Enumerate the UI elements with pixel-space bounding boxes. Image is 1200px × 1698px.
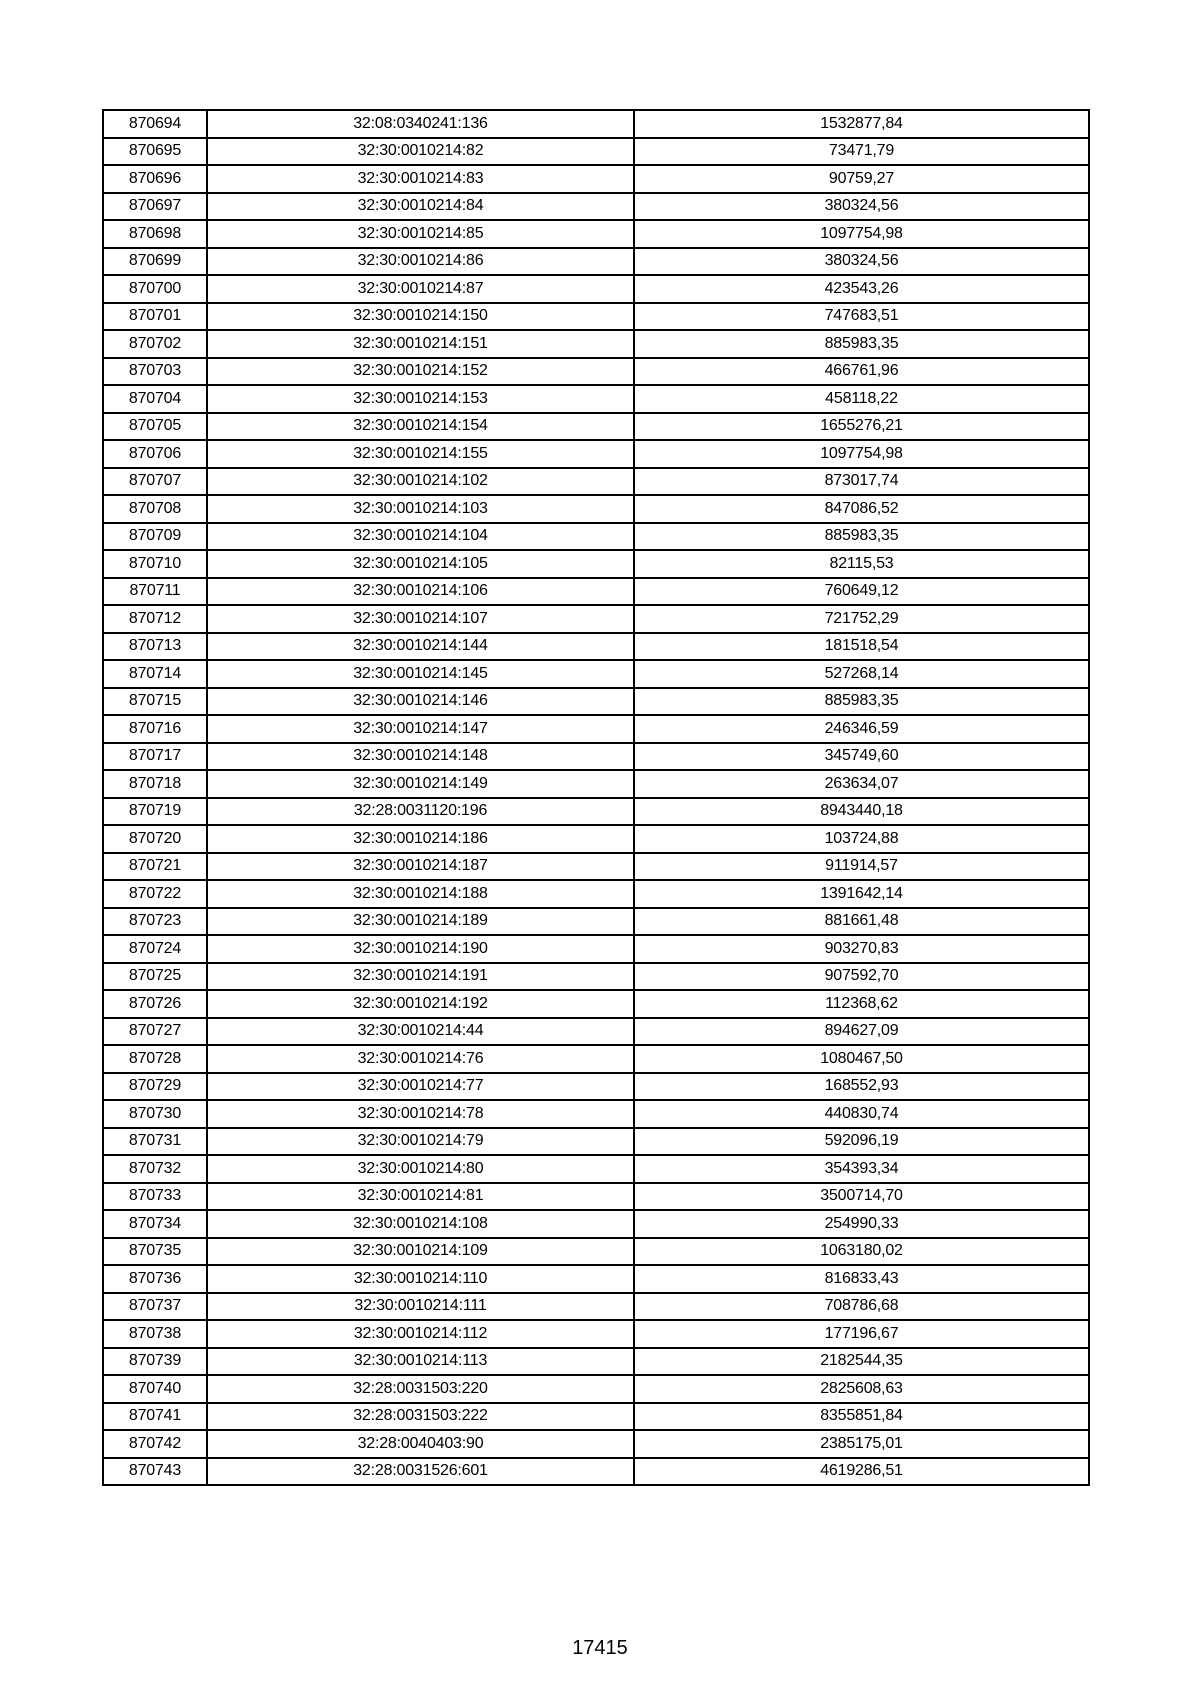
value-cell: 73471,79 [634,138,1089,166]
row-number-cell: 870715 [103,688,207,716]
row-number-cell: 870704 [103,385,207,413]
row-number-cell: 870705 [103,413,207,441]
cadastral-number-cell: 32:30:0010214:155 [207,440,634,468]
cadastral-number-cell: 32:30:0010214:87 [207,275,634,303]
value-cell: 816833,43 [634,1265,1089,1293]
page-number: 17415 [572,1637,628,1659]
table-row [103,1018,1089,1046]
table-row [103,495,1089,523]
table-row [103,963,1089,991]
value-cell: 907592,70 [634,963,1089,991]
row-number-cell: 870697 [103,193,207,221]
table-row [103,1293,1089,1321]
value-cell: 894627,09 [634,1018,1089,1046]
table-row [103,1320,1089,1348]
value-cell: 8943440,18 [634,798,1089,826]
value-cell: 847086,52 [634,495,1089,523]
cadastral-number-cell: 32:30:0010214:144 [207,633,634,661]
cadastral-number-cell: 32:30:0010214:79 [207,1128,634,1156]
table-row [103,1183,1089,1211]
table-row [103,1045,1089,1073]
cadastral-number-cell: 32:30:0010214:76 [207,1045,634,1073]
cadastral-number-cell: 32:30:0010214:191 [207,963,634,991]
cadastral-number-cell: 32:30:0010214:44 [207,1018,634,1046]
value-cell: 263634,07 [634,770,1089,798]
table-row [103,193,1089,221]
value-cell: 747683,51 [634,303,1089,331]
cadastral-number-cell: 32:30:0010214:188 [207,880,634,908]
table-row [103,935,1089,963]
cadastral-number-cell: 32:30:0010214:151 [207,330,634,358]
cadastral-number-cell: 32:30:0010214:113 [207,1348,634,1376]
table-row [103,1265,1089,1293]
cadastral-number-cell: 32:30:0010214:102 [207,468,634,496]
row-number-cell: 870734 [103,1210,207,1238]
cadastral-number-cell: 32:28:0040403:90 [207,1430,634,1458]
row-number-cell: 870700 [103,275,207,303]
value-cell: 177196,67 [634,1320,1089,1348]
row-number-cell: 870728 [103,1045,207,1073]
row-number-cell: 870741 [103,1403,207,1431]
table-row [103,550,1089,578]
row-number-cell: 870711 [103,578,207,606]
cadastral-number-cell: 32:30:0010214:78 [207,1100,634,1128]
row-number-cell: 870713 [103,633,207,661]
cadastral-number-cell: 32:30:0010214:107 [207,605,634,633]
table-row [103,1403,1089,1431]
row-number-cell: 870708 [103,495,207,523]
table-row [103,908,1089,936]
value-cell: 8355851,84 [634,1403,1089,1431]
value-cell: 527268,14 [634,660,1089,688]
cadastral-number-cell: 32:30:0010214:152 [207,358,634,386]
row-number-cell: 870695 [103,138,207,166]
value-cell: 760649,12 [634,578,1089,606]
row-number-cell: 870698 [103,220,207,248]
row-number-cell: 870694 [103,110,207,138]
table-row [103,605,1089,633]
table-row [103,798,1089,826]
row-number-cell: 870730 [103,1100,207,1128]
table-row [103,880,1089,908]
row-number-cell: 870732 [103,1155,207,1183]
value-cell: 440830,74 [634,1100,1089,1128]
table-row [103,633,1089,661]
row-number-cell: 870714 [103,660,207,688]
row-number-cell: 870724 [103,935,207,963]
cadastral-number-cell: 32:30:0010214:154 [207,413,634,441]
row-number-cell: 870702 [103,330,207,358]
row-number-cell: 870720 [103,825,207,853]
cadastral-number-cell: 32:30:0010214:106 [207,578,634,606]
value-cell: 911914,57 [634,853,1089,881]
table-row [103,1155,1089,1183]
value-cell: 380324,56 [634,248,1089,276]
row-number-cell: 870729 [103,1073,207,1101]
value-cell: 423543,26 [634,275,1089,303]
cadastral-number-cell: 32:30:0010214:190 [207,935,634,963]
value-cell: 1391642,14 [634,880,1089,908]
row-number-cell: 870731 [103,1128,207,1156]
cadastral-number-cell: 32:30:0010214:148 [207,743,634,771]
table-row [103,1375,1089,1403]
cadastral-number-cell: 32:28:0031503:220 [207,1375,634,1403]
cadastral-number-cell: 32:30:0010214:108 [207,1210,634,1238]
value-cell: 1080467,50 [634,1045,1089,1073]
row-number-cell: 870717 [103,743,207,771]
table-row [103,660,1089,688]
cadastral-number-cell: 32:28:0031526:601 [207,1458,634,1486]
table-body [103,110,1089,1485]
cadastral-number-cell: 32:30:0010214:150 [207,303,634,331]
value-cell: 885983,35 [634,688,1089,716]
table-row [103,330,1089,358]
row-number-cell: 870742 [103,1430,207,1458]
value-cell: 4619286,51 [634,1458,1089,1486]
row-number-cell: 870703 [103,358,207,386]
row-number-cell: 870737 [103,1293,207,1321]
cadastral-number-cell: 32:30:0010214:80 [207,1155,634,1183]
table-row [103,468,1089,496]
value-cell: 1655276,21 [634,413,1089,441]
row-number-cell: 870721 [103,853,207,881]
value-cell: 1097754,98 [634,220,1089,248]
cadastral-number-cell: 32:30:0010214:187 [207,853,634,881]
value-cell: 2385175,01 [634,1430,1089,1458]
cadastral-number-cell: 32:30:0010214:149 [207,770,634,798]
value-cell: 112368,62 [634,990,1089,1018]
cadastral-number-cell: 32:30:0010214:77 [207,1073,634,1101]
value-cell: 881661,48 [634,908,1089,936]
table-row [103,385,1089,413]
cadastral-number-cell: 32:30:0010214:147 [207,715,634,743]
cadastral-number-cell: 32:30:0010214:111 [207,1293,634,1321]
table-row [103,1210,1089,1238]
table-row [103,990,1089,1018]
table-row [103,1458,1089,1486]
table-row [103,1128,1089,1156]
row-number-cell: 870743 [103,1458,207,1486]
row-number-cell: 870710 [103,550,207,578]
cadastral-number-cell: 32:30:0010214:81 [207,1183,634,1211]
row-number-cell: 870740 [103,1375,207,1403]
value-cell: 873017,74 [634,468,1089,496]
row-number-cell: 870707 [103,468,207,496]
row-number-cell: 870712 [103,605,207,633]
cadastral-number-cell: 32:30:0010214:110 [207,1265,634,1293]
row-number-cell: 870733 [103,1183,207,1211]
value-cell: 254990,33 [634,1210,1089,1238]
row-number-cell: 870726 [103,990,207,1018]
value-cell: 592096,19 [634,1128,1089,1156]
value-cell: 903270,83 [634,935,1089,963]
cadastral-number-cell: 32:30:0010214:103 [207,495,634,523]
value-cell: 345749,60 [634,743,1089,771]
table-row [103,358,1089,386]
table-row [103,165,1089,193]
row-number-cell: 870739 [103,1348,207,1376]
cadastral-number-cell: 32:28:0031120:196 [207,798,634,826]
table-row [103,110,1089,138]
table-row [103,1073,1089,1101]
value-cell: 1063180,02 [634,1238,1089,1266]
table-row [103,523,1089,551]
cadastral-number-cell: 32:30:0010214:112 [207,1320,634,1348]
value-cell: 82115,53 [634,550,1089,578]
table-row [103,248,1089,276]
cadastral-number-cell: 32:30:0010214:192 [207,990,634,1018]
row-number-cell: 870699 [103,248,207,276]
cadastral-number-cell: 32:30:0010214:109 [207,1238,634,1266]
table-row [103,303,1089,331]
value-cell: 885983,35 [634,330,1089,358]
table-row [103,275,1089,303]
cadastral-number-cell: 32:30:0010214:146 [207,688,634,716]
table-row [103,688,1089,716]
cadastral-number-cell: 32:30:0010214:83 [207,165,634,193]
value-cell: 721752,29 [634,605,1089,633]
row-number-cell: 870727 [103,1018,207,1046]
table-row [103,440,1089,468]
row-number-cell: 870696 [103,165,207,193]
value-cell: 168552,93 [634,1073,1089,1101]
table-row [103,715,1089,743]
table-row [103,825,1089,853]
value-cell: 380324,56 [634,193,1089,221]
table-row [103,853,1089,881]
cadastral-number-cell: 32:30:0010214:153 [207,385,634,413]
row-number-cell: 870723 [103,908,207,936]
value-cell: 466761,96 [634,358,1089,386]
table-row [103,1100,1089,1128]
table-row [103,1348,1089,1376]
row-number-cell: 870735 [103,1238,207,1266]
cadastral-number-cell: 32:30:0010214:189 [207,908,634,936]
row-number-cell: 870701 [103,303,207,331]
value-cell: 1097754,98 [634,440,1089,468]
cadastral-number-cell: 32:30:0010214:86 [207,248,634,276]
table-row [103,743,1089,771]
cadastral-number-cell: 32:28:0031503:222 [207,1403,634,1431]
value-cell: 103724,88 [634,825,1089,853]
value-cell: 181518,54 [634,633,1089,661]
cadastral-number-cell: 32:30:0010214:82 [207,138,634,166]
table-row [103,1430,1089,1458]
cadastral-number-cell: 32:30:0010214:104 [207,523,634,551]
row-number-cell: 870718 [103,770,207,798]
row-number-cell: 870706 [103,440,207,468]
value-cell: 2825608,63 [634,1375,1089,1403]
value-cell: 1532877,84 [634,110,1089,138]
row-number-cell: 870725 [103,963,207,991]
value-cell: 90759,27 [634,165,1089,193]
row-number-cell: 870738 [103,1320,207,1348]
value-cell: 885983,35 [634,523,1089,551]
table-row [103,138,1089,166]
cadastral-number-cell: 32:30:0010214:84 [207,193,634,221]
value-cell: 246346,59 [634,715,1089,743]
value-cell: 708786,68 [634,1293,1089,1321]
row-number-cell: 870722 [103,880,207,908]
table-row [103,770,1089,798]
table-row [103,1238,1089,1266]
cadastral-number-cell: 32:30:0010214:85 [207,220,634,248]
cadastral-number-cell: 32:30:0010214:186 [207,825,634,853]
cadastral-value-table [102,109,1090,1486]
row-number-cell: 870736 [103,1265,207,1293]
cadastral-number-cell: 32:30:0010214:145 [207,660,634,688]
cadastral-number-cell: 32:08:0340241:136 [207,110,634,138]
value-cell: 3500714,70 [634,1183,1089,1211]
row-number-cell: 870709 [103,523,207,551]
table-row [103,413,1089,441]
row-number-cell: 870716 [103,715,207,743]
cadastral-number-cell: 32:30:0010214:105 [207,550,634,578]
value-cell: 458118,22 [634,385,1089,413]
row-number-cell: 870719 [103,798,207,826]
value-cell: 2182544,35 [634,1348,1089,1376]
table-row [103,578,1089,606]
value-cell: 354393,34 [634,1155,1089,1183]
table-row [103,220,1089,248]
